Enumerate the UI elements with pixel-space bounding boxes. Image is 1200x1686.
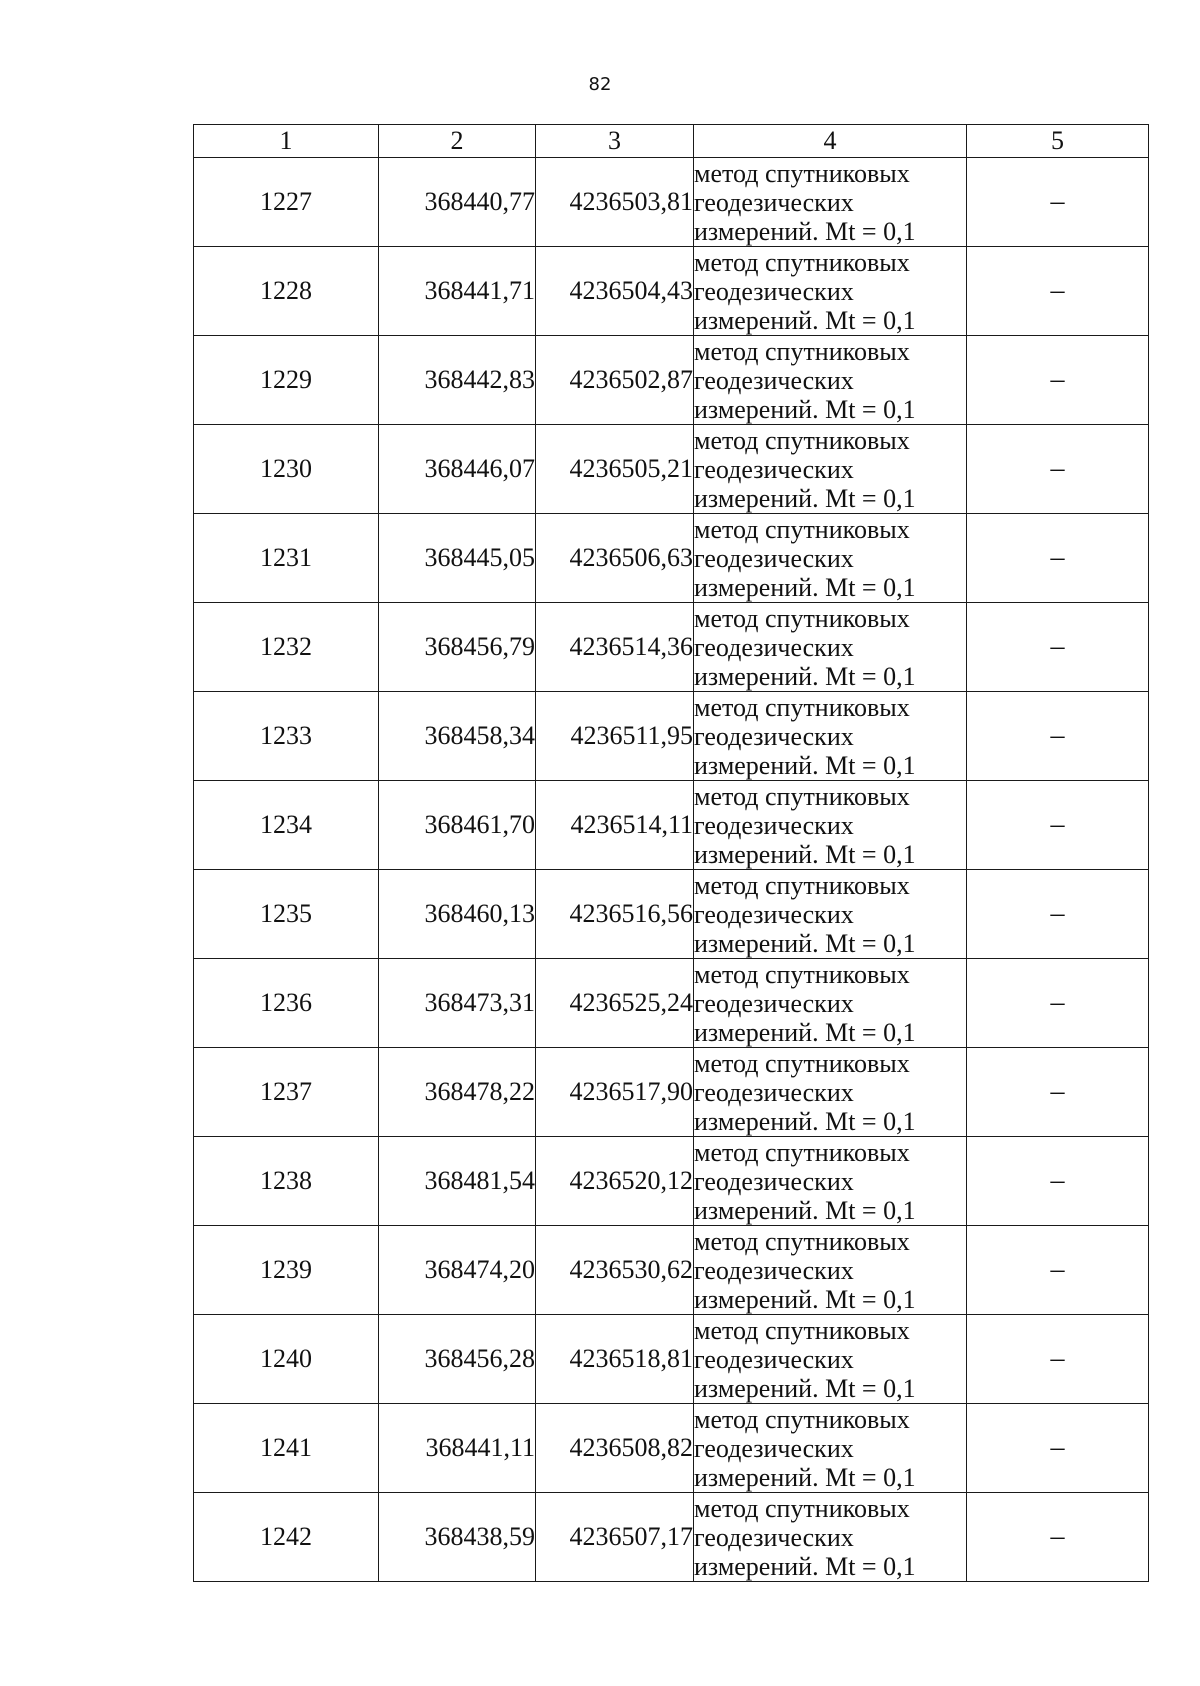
method-text-line: метод спутниковых — [694, 1048, 910, 1078]
y-coordinate-cell: 4236511,95 — [536, 692, 694, 781]
note-cell: – — [967, 1048, 1149, 1137]
method-text-line: геодезических — [694, 454, 854, 484]
method-text-line: геодезических — [694, 1344, 854, 1374]
x-coordinate-cell: 368481,54 — [379, 1137, 536, 1226]
method-text-line: измерений. Mt = 0,1 — [694, 1284, 916, 1314]
note-cell: – — [967, 425, 1149, 514]
note-cell: – — [967, 1315, 1149, 1404]
method-text-line: метод спутниковых — [694, 692, 910, 722]
point-number-cell: 1235 — [194, 870, 379, 959]
header-col-3: 3 — [536, 125, 694, 158]
point-number-cell: 1234 — [194, 781, 379, 870]
point-number-cell: 1240 — [194, 1315, 379, 1404]
x-coordinate-cell: 368442,83 — [379, 336, 536, 425]
table-row — [194, 158, 1149, 247]
method-cell — [694, 247, 967, 336]
x-coordinate-cell: 368456,28 — [379, 1315, 536, 1404]
x-coordinate-cell: 368473,31 — [379, 959, 536, 1048]
point-number-cell: 1239 — [194, 1226, 379, 1315]
method-text-line: метод спутниковых — [694, 603, 910, 633]
x-coordinate-cell: 368441,11 — [379, 1404, 536, 1493]
method-text-line: метод спутниковых — [694, 959, 910, 989]
method-text-line: геодезических — [694, 988, 854, 1018]
method-text-line: метод спутниковых — [694, 425, 910, 455]
method-cell — [694, 781, 967, 870]
method-text-line: измерений. Mt = 0,1 — [694, 305, 916, 335]
method-cell — [694, 1226, 967, 1315]
method-text-line: метод спутниковых — [694, 1404, 910, 1434]
y-coordinate-cell: 4236516,56 — [536, 870, 694, 959]
method-text-line: метод спутниковых — [694, 158, 910, 188]
method-text-line: метод спутниковых — [694, 514, 910, 544]
method-text-line: геодезических — [694, 721, 854, 751]
x-coordinate-cell: 368458,34 — [379, 692, 536, 781]
note-cell: – — [967, 870, 1149, 959]
method-text-line: измерений. Mt = 0,1 — [694, 928, 916, 958]
point-number-cell: 1233 — [194, 692, 379, 781]
method-text-line: метод спутниковых — [694, 1493, 910, 1523]
x-coordinate-cell: 368460,13 — [379, 870, 536, 959]
point-number-cell: 1231 — [194, 514, 379, 603]
method-text-line: геодезических — [694, 365, 854, 395]
method-text-line: метод спутниковых — [694, 1137, 910, 1167]
method-text-line: геодезических — [694, 899, 854, 929]
y-coordinate-cell: 4236518,81 — [536, 1315, 694, 1404]
method-text-line: геодезических — [694, 632, 854, 662]
y-coordinate-cell: 4236508,82 — [536, 1404, 694, 1493]
point-number-cell: 1230 — [194, 425, 379, 514]
table-header-row — [194, 125, 1149, 158]
method-text-line: метод спутниковых — [694, 870, 910, 900]
method-cell — [694, 1137, 967, 1226]
method-text-line: метод спутниковых — [694, 1226, 910, 1256]
y-coordinate-cell: 4236503,81 — [536, 158, 694, 247]
note-cell: – — [967, 692, 1149, 781]
method-text-line: измерений. Mt = 0,1 — [694, 483, 916, 513]
table-row — [194, 781, 1149, 870]
method-text-line: метод спутниковых — [694, 336, 910, 366]
note-cell: – — [967, 514, 1149, 603]
note-cell: – — [967, 1493, 1149, 1582]
method-text-line: геодезических — [694, 1077, 854, 1107]
method-text-line: геодезических — [694, 1433, 854, 1463]
header-col-5: 5 — [967, 125, 1149, 158]
point-number-cell: 1229 — [194, 336, 379, 425]
method-text-line: метод спутниковых — [694, 781, 910, 811]
method-cell — [694, 1315, 967, 1404]
method-text-line: измерений. Mt = 0,1 — [694, 1462, 916, 1492]
y-coordinate-cell: 4236530,62 — [536, 1226, 694, 1315]
x-coordinate-cell: 368474,20 — [379, 1226, 536, 1315]
point-number-cell: 1242 — [194, 1493, 379, 1582]
table-body — [194, 158, 1149, 1582]
method-text-line: геодезических — [694, 187, 854, 217]
table-row — [194, 1315, 1149, 1404]
table-row — [194, 603, 1149, 692]
table-row — [194, 1404, 1149, 1493]
x-coordinate-cell: 368441,71 — [379, 247, 536, 336]
method-text-line: геодезических — [694, 1522, 854, 1552]
method-cell — [694, 336, 967, 425]
method-text-line: геодезических — [694, 543, 854, 573]
header-col-2: 2 — [379, 125, 536, 158]
note-cell: – — [967, 959, 1149, 1048]
point-number-cell: 1227 — [194, 158, 379, 247]
x-coordinate-cell: 368456,79 — [379, 603, 536, 692]
note-cell: – — [967, 1404, 1149, 1493]
method-text-line: геодезических — [694, 1255, 854, 1285]
method-cell — [694, 425, 967, 514]
table-row — [194, 692, 1149, 781]
method-cell — [694, 870, 967, 959]
point-number-cell: 1238 — [194, 1137, 379, 1226]
point-number-cell: 1237 — [194, 1048, 379, 1137]
note-cell: – — [967, 336, 1149, 425]
table-row — [194, 1137, 1149, 1226]
note-cell: – — [967, 781, 1149, 870]
point-number-cell: 1228 — [194, 247, 379, 336]
method-text-line: измерений. Mt = 0,1 — [694, 1106, 916, 1136]
x-coordinate-cell: 368478,22 — [379, 1048, 536, 1137]
table-row — [194, 336, 1149, 425]
y-coordinate-cell: 4236514,36 — [536, 603, 694, 692]
method-cell — [694, 1404, 967, 1493]
coordinates-table — [193, 124, 1149, 1582]
method-cell — [694, 603, 967, 692]
point-number-cell: 1232 — [194, 603, 379, 692]
y-coordinate-cell: 4236517,90 — [536, 1048, 694, 1137]
method-text-line: измерений. Mt = 0,1 — [694, 216, 916, 246]
method-text-line: измерений. Mt = 0,1 — [694, 1551, 916, 1581]
table-row — [194, 514, 1149, 603]
x-coordinate-cell: 368440,77 — [379, 158, 536, 247]
y-coordinate-cell: 4236525,24 — [536, 959, 694, 1048]
y-coordinate-cell: 4236502,87 — [536, 336, 694, 425]
method-text-line: измерений. Mt = 0,1 — [694, 1373, 916, 1403]
method-text-line: измерений. Mt = 0,1 — [694, 394, 916, 424]
method-text-line: измерений. Mt = 0,1 — [694, 661, 916, 691]
point-number-cell: 1236 — [194, 959, 379, 1048]
header-col-1: 1 — [194, 125, 379, 158]
x-coordinate-cell: 368438,59 — [379, 1493, 536, 1582]
point-number-cell: 1241 — [194, 1404, 379, 1493]
x-coordinate-cell: 368445,05 — [379, 514, 536, 603]
method-text-line: измерений. Mt = 0,1 — [694, 572, 916, 602]
method-text-line: геодезических — [694, 810, 854, 840]
table-row — [194, 247, 1149, 336]
y-coordinate-cell: 4236520,12 — [536, 1137, 694, 1226]
note-cell: – — [967, 603, 1149, 692]
method-text-line: геодезических — [694, 276, 854, 306]
table-row — [194, 1226, 1149, 1315]
note-cell: – — [967, 1137, 1149, 1226]
method-text-line: измерений. Mt = 0,1 — [694, 1195, 916, 1225]
note-cell: – — [967, 247, 1149, 336]
y-coordinate-cell: 4236505,21 — [536, 425, 694, 514]
header-col-4: 4 — [694, 125, 967, 158]
y-coordinate-cell: 4236507,17 — [536, 1493, 694, 1582]
method-cell — [694, 514, 967, 603]
note-cell: – — [967, 1226, 1149, 1315]
method-text-line: измерений. Mt = 0,1 — [694, 750, 916, 780]
y-coordinate-cell: 4236514,11 — [536, 781, 694, 870]
table-row — [194, 870, 1149, 959]
x-coordinate-cell: 368461,70 — [379, 781, 536, 870]
method-text-line: измерений. Mt = 0,1 — [694, 839, 916, 869]
y-coordinate-cell: 4236506,63 — [536, 514, 694, 603]
method-cell — [694, 158, 967, 247]
method-cell — [694, 959, 967, 1048]
table-row — [194, 1493, 1149, 1582]
method-text-line: метод спутниковых — [694, 1315, 910, 1345]
table-row — [194, 1048, 1149, 1137]
page-number: 82 — [588, 74, 612, 95]
table-row — [194, 425, 1149, 514]
method-text-line: метод спутниковых — [694, 247, 910, 277]
note-cell: – — [967, 158, 1149, 247]
y-coordinate-cell: 4236504,43 — [536, 247, 694, 336]
method-cell — [694, 1493, 967, 1582]
table-row — [194, 959, 1149, 1048]
method-text-line: геодезических — [694, 1166, 854, 1196]
method-text-line: измерений. Mt = 0,1 — [694, 1017, 916, 1047]
x-coordinate-cell: 368446,07 — [379, 425, 536, 514]
method-cell — [694, 1048, 967, 1137]
method-cell — [694, 692, 967, 781]
